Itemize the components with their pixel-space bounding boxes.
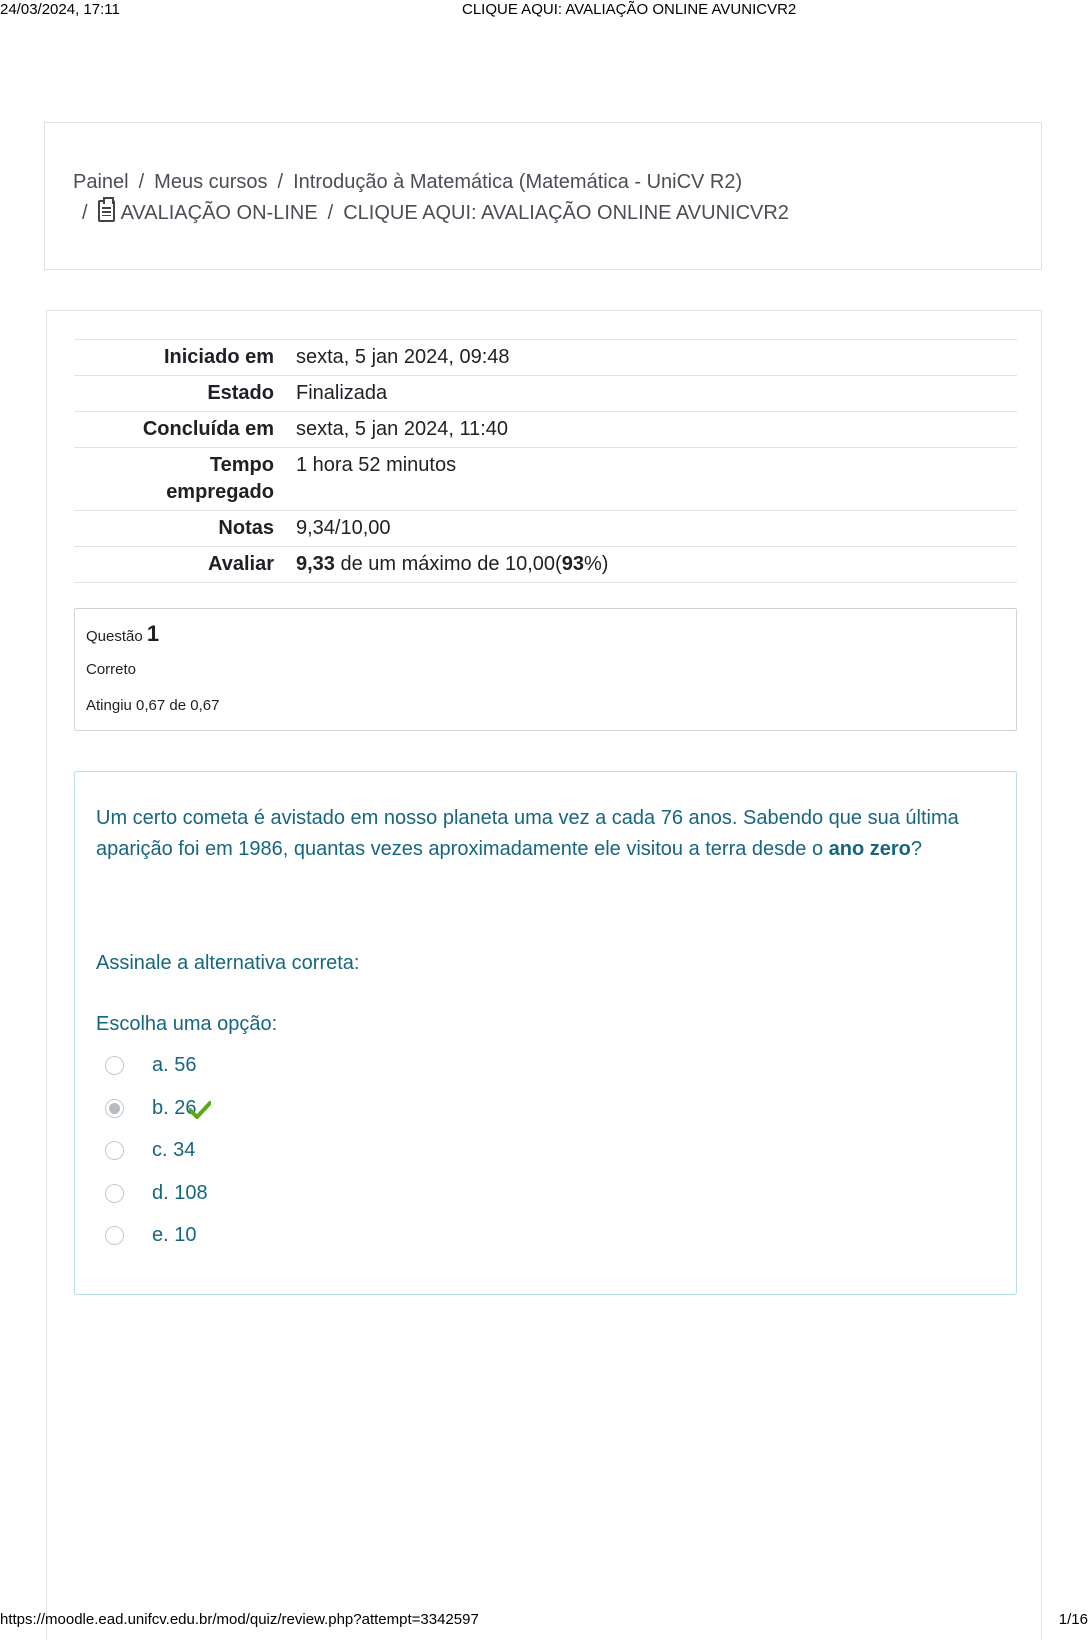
print-title: CLIQUE AQUI: AVALIAÇÃO ONLINE AVUNICVR2 [462, 1, 797, 18]
state-value: Finalizada [296, 382, 388, 404]
time-label [74, 448, 296, 511]
summary-row-started [74, 340, 1017, 376]
grade-score: 9,33 [296, 553, 335, 575]
question-info-box [74, 608, 1017, 731]
question-text [96, 803, 976, 865]
breadcrumb-item-course[interactable]: Introdução à Matemática (Matemática - UniCV R2) [293, 171, 743, 193]
time-label-line2: empregado [166, 481, 274, 503]
question-text-main: Um certo cometa é avistado em nosso planeta uma vez a cada 76 anos. Sabendo que sua última aparição foi em 1986, quantas vezes aproximadamente ele visitou a terra desde o [96, 807, 959, 860]
summary-row-state [74, 376, 1017, 412]
summary-row-marks [74, 511, 1017, 547]
radio-button[interactable] [105, 1226, 124, 1245]
question-number-value: 1 [146, 621, 160, 646]
option-label: b. 26 [152, 1097, 197, 1119]
grade-value [296, 547, 1017, 583]
print-header [0, 0, 1090, 22]
print-footer [0, 1608, 1090, 1628]
breadcrumb-card [44, 122, 1042, 270]
radio-button[interactable] [105, 1056, 124, 1075]
grade-label: Avaliar [208, 553, 274, 575]
question-text-end: ? [910, 838, 923, 860]
breadcrumb-separator: / [327, 202, 334, 224]
breadcrumb [73, 167, 1013, 229]
print-datetime: 24/03/2024, 17:11 [0, 1, 120, 18]
option-label: d. 108 [152, 1182, 208, 1204]
check-icon [189, 1101, 211, 1119]
option-label: a. 56 [152, 1054, 197, 1076]
grade-percent-sign: %) [583, 553, 609, 575]
breadcrumb-separator: / [277, 171, 284, 193]
question-state: Correto [86, 661, 137, 678]
time-value: 1 hora 52 minutos [296, 454, 457, 476]
breadcrumb-separator: / [82, 202, 88, 224]
summary-row-time [74, 448, 1017, 511]
summary-row-grade [74, 547, 1017, 583]
started-label: Iniciado em [163, 346, 274, 368]
question-text-bold: ano zero [828, 838, 911, 860]
grade-percent: 93 [561, 553, 584, 575]
completed-label: Concluída em [142, 418, 274, 440]
radio-button[interactable] [105, 1184, 124, 1203]
question-instruction: Assinale a alternativa correta: [96, 952, 360, 974]
marks-label: Notas [218, 517, 274, 539]
question-label: Questão [86, 628, 143, 645]
state-label: Estado [207, 382, 274, 404]
option-label: e. 10 [152, 1224, 197, 1246]
breadcrumb-separator: / [138, 171, 145, 193]
breadcrumb-item-painel[interactable]: Painel [73, 171, 129, 193]
print-page-number: 1/16 [1058, 1611, 1088, 1628]
grade-max: de um máximo de 10,00( [334, 553, 562, 575]
completed-value: sexta, 5 jan 2024, 11:40 [296, 418, 509, 440]
answer-prompt: Escolha uma opção: [96, 1013, 278, 1035]
breadcrumb-item-meus-cursos[interactable]: Meus cursos [154, 171, 268, 193]
quiz-review-card [46, 310, 1042, 1640]
clipboard-icon [98, 200, 115, 222]
question-mark: Atingiu 0,67 de 0,67 [86, 697, 220, 714]
option-label: c. 34 [152, 1139, 196, 1161]
started-value: sexta, 5 jan 2024, 09:48 [296, 346, 510, 368]
question-number [86, 621, 159, 647]
question-formulation [74, 771, 1017, 1295]
attempt-summary-table [74, 339, 1017, 583]
marks-value: 9,34/10,00 [296, 517, 391, 539]
breadcrumb-item-avaliacao-online[interactable]: AVALIAÇÃO ON-LINE [120, 202, 318, 224]
breadcrumb-item-quiz[interactable]: CLIQUE AQUI: AVALIAÇÃO ONLINE AVUNICVR2 [343, 202, 789, 224]
print-url: https://moodle.ead.unifcv.edu.br/mod/quiz/review.php?attempt=3342597 [0, 1611, 479, 1628]
radio-button[interactable] [105, 1141, 124, 1160]
radio-button-selected[interactable] [105, 1099, 124, 1118]
time-label-line1: Tempo [209, 454, 274, 476]
summary-row-completed [74, 412, 1017, 448]
